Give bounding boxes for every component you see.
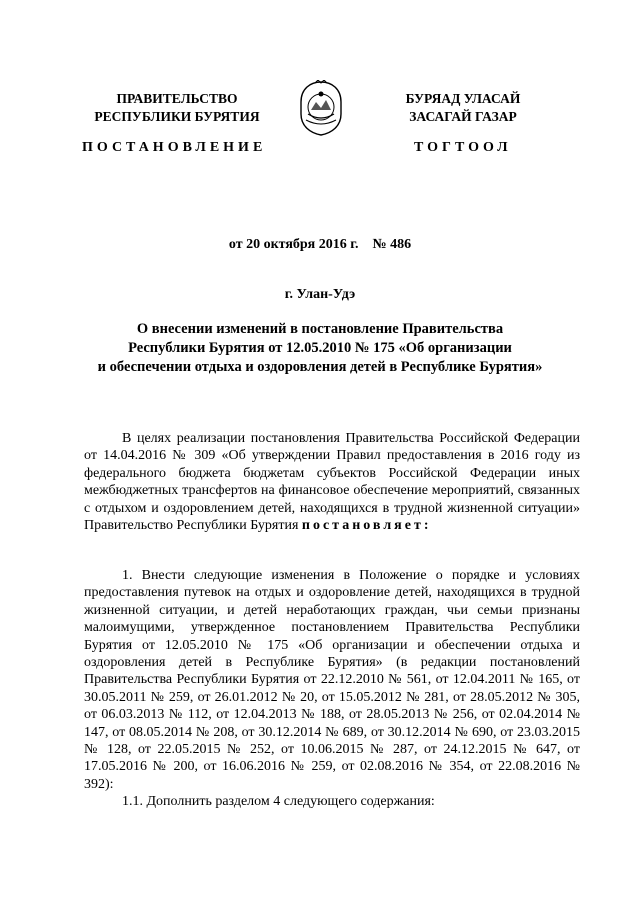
coat-of-arms-icon bbox=[298, 80, 344, 136]
title-line1: О внесении изменений в постановление Правительства bbox=[136, 321, 504, 337]
document-title bbox=[70, 320, 570, 377]
doc-type-bur: ТОГТООЛ bbox=[414, 140, 512, 155]
gov-ru-line2: РЕСПУБЛИКИ БУРЯТИЯ bbox=[94, 109, 260, 124]
decree-word: постановляет: bbox=[301, 518, 432, 534]
item-1-text: 1. Внести следующие изменения в Положение о порядке и условиях предоставления путевок на отдых и оздоровление детей, находящихся в трудной жизненной ситуации, и детей неработающих граждан, чьи семьи признаны малоимущими, утвержденное постановлением Правительства Республики Бурятия от 12.05.2010 № 175 «Об организации и обеспечении отдыха и оздоровления детей в Республике Бурятия» (в редакции постановлений Правительства Республики Бурятия от 22.12.2010 № 561, от 12.04.2011 № 165, от 30.05.2011 № 259, от 26.01.2012 № 20, от 15.05.2012 № 281, от 28.05.2012 № 305, от 06.03.2013 № 112, от 12.04.2013 № 188, от 28.05.2013 № 256, от 02.04.2014 № 147, от 08.05.2014 № 208, от 30.12.2014 № 689, от 30.12.2014 № 690, от 23.03.2015 № 128, от 22.05.2015 № 252, от 10.06.2015 № 287, от 24.12.2015 № 647, от 17.05.2016 № 200, от 16.06.2016 № 259, от 02.08.2016 № 354, от 22.08.2016 № 392): bbox=[84, 568, 580, 792]
government-name-bur bbox=[368, 90, 558, 126]
preamble-paragraph bbox=[84, 430, 580, 534]
preamble-text: В целях реализации постановления Правительства Российской Федерации от 14.04.2016 № 309 «Об утверждении Правил предоставления в 2016 году из федерального бюджета бюджетам субъектов Российской Федерации иных межбюджетных трансфертов на финансовое обеспечение мероприятий, связанных с отдыхом и оздоровлением детей, находящихся в трудной жизненной ситуации» Правительство Республики Бурятия bbox=[84, 431, 580, 534]
item-1-paragraph bbox=[84, 567, 580, 793]
item-1-1-text: 1.1. Дополнить разделом 4 следующего содержания: bbox=[122, 794, 435, 809]
date-number: от 20 октября 2016 г. № 486 bbox=[228, 237, 412, 252]
gov-bur-line1: БУРЯАД УЛАСАЙ bbox=[405, 91, 521, 106]
gov-ru-line1: ПРАВИТЕЛЬСТВО bbox=[116, 91, 238, 106]
doc-type-ru: ПОСТАНОВЛЕНИЕ bbox=[82, 140, 267, 155]
title-line3: и обеспечении отдыха и оздоровления детей в Республике Бурятия» bbox=[97, 359, 543, 375]
title-line2: Республики Бурятия от 12.05.2010 № 175 «Об организации bbox=[128, 340, 512, 356]
gov-bur-line2: ЗАСАГАЙ ГАЗАР bbox=[409, 109, 517, 124]
government-name-ru bbox=[82, 90, 272, 126]
city: г. Улан-Удэ bbox=[284, 287, 356, 302]
